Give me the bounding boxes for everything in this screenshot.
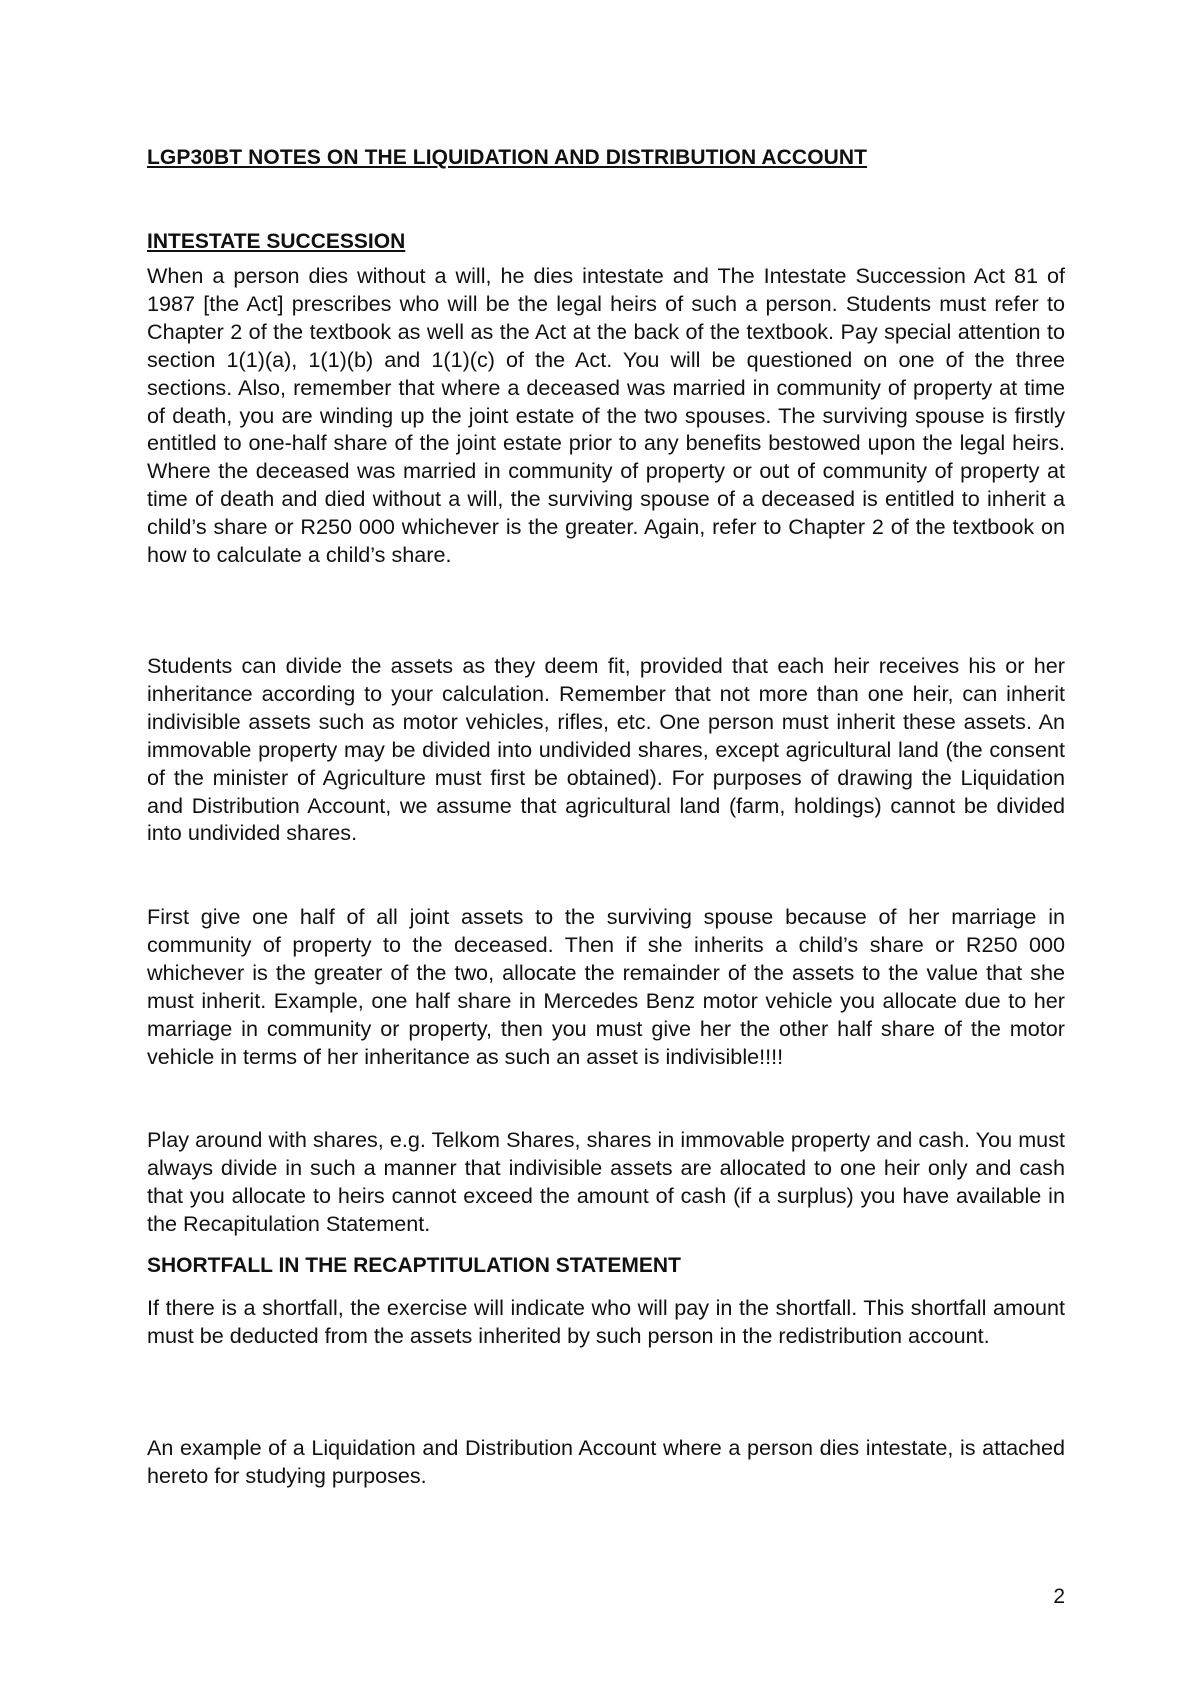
paragraph-shares-and-cash: Play around with shares, e.g. Telkom Shares, shares in immovable property and cash. You must always divide in such a manner that indivisible assets are allocated to one heir only and cash that you allocate to heirs cannot exceed the amount of cash (if a surplus) you have available in the Recapitulation Statement. (147, 1127, 1065, 1236)
document-page (147, 0, 1065, 1696)
section-heading-intestate-succession: INTESTATE SUCCESSION (147, 230, 406, 253)
paragraph-intestate-act: When a person dies without a will, he dies intestate and The Intestate Succession Act 81 of 1987 [the Act] prescribes who will be the legal heirs of such a person. Students must refer to Chapter 2 of the textbook as well as the Act at the back of the textbook. Pay special attention to section 1(1)(a), 1(1)(b) and 1(1)(c) of the Act. You will be questioned on one of the three sections. Also, remember that where a deceased was married in community of property at time of death, you are winding up the joint estate of the two spouses. The surviving spouse is firstly entitled to one-half share of the joint estate prior to any benefits bestowed upon the legal heirs. Where the deceased was married in community of property or out of community of property at time of death and died without a will, the surviving spouse of a deceased is entitled to inherit a child’s share or R250 000 whichever is the greater. Again, refer to Chapter 2 of the textbook on how to calculate a child’s share. (147, 263, 1065, 568)
document-title: LGP30BT NOTES ON THE LIQUIDATION AND DISTRIBUTION ACCOUNT (147, 146, 868, 169)
page-number: 2 (1053, 1585, 1065, 1608)
paragraph-shortfall: If there is a shortfall, the exercise will indicate who will pay in the shortfall. This shortfall amount must be deducted from the assets inherited by such person in the redistribution account. (147, 1295, 1065, 1348)
paragraph-dividing-assets: Students can divide the assets as they deem fit, provided that each heir receives his or her inheritance according to your calculation. Remember that not more than one heir, can inherit indivisible assets such as motor vehicles, rifles, etc. One person must inherit these assets. An immovable property may be divided into undivided shares, except agricultural land (the consent of the minister of Agriculture must first be obtained). For purposes of drawing the Liquidation and Distribution Account, we assume that agricultural land (farm, holdings) cannot be divided into undivided shares. (147, 653, 1065, 846)
paragraph-joint-assets: First give one half of all joint assets to the surviving spouse because of her marriage in community of property to the deceased. Then if she inherits a child’s share or R250 000 whichever is the greater of the two, allocate the remainder of the assets to the value that she must inherit. Example, one half share in Mercedes Benz motor vehicle you allocate due to her marriage in community or property, then you must give her the other half share of the motor vehicle in terms of her inheritance as such an asset is indivisible!!!! (147, 904, 1065, 1069)
section-heading-shortfall: SHORTFALL IN THE RECAPTITULATION STATEMENT (147, 1254, 681, 1277)
paragraph-example-attached: An example of a Liquidation and Distribution Account where a person dies intestate, is attached hereto for studying purposes. (147, 1435, 1065, 1488)
